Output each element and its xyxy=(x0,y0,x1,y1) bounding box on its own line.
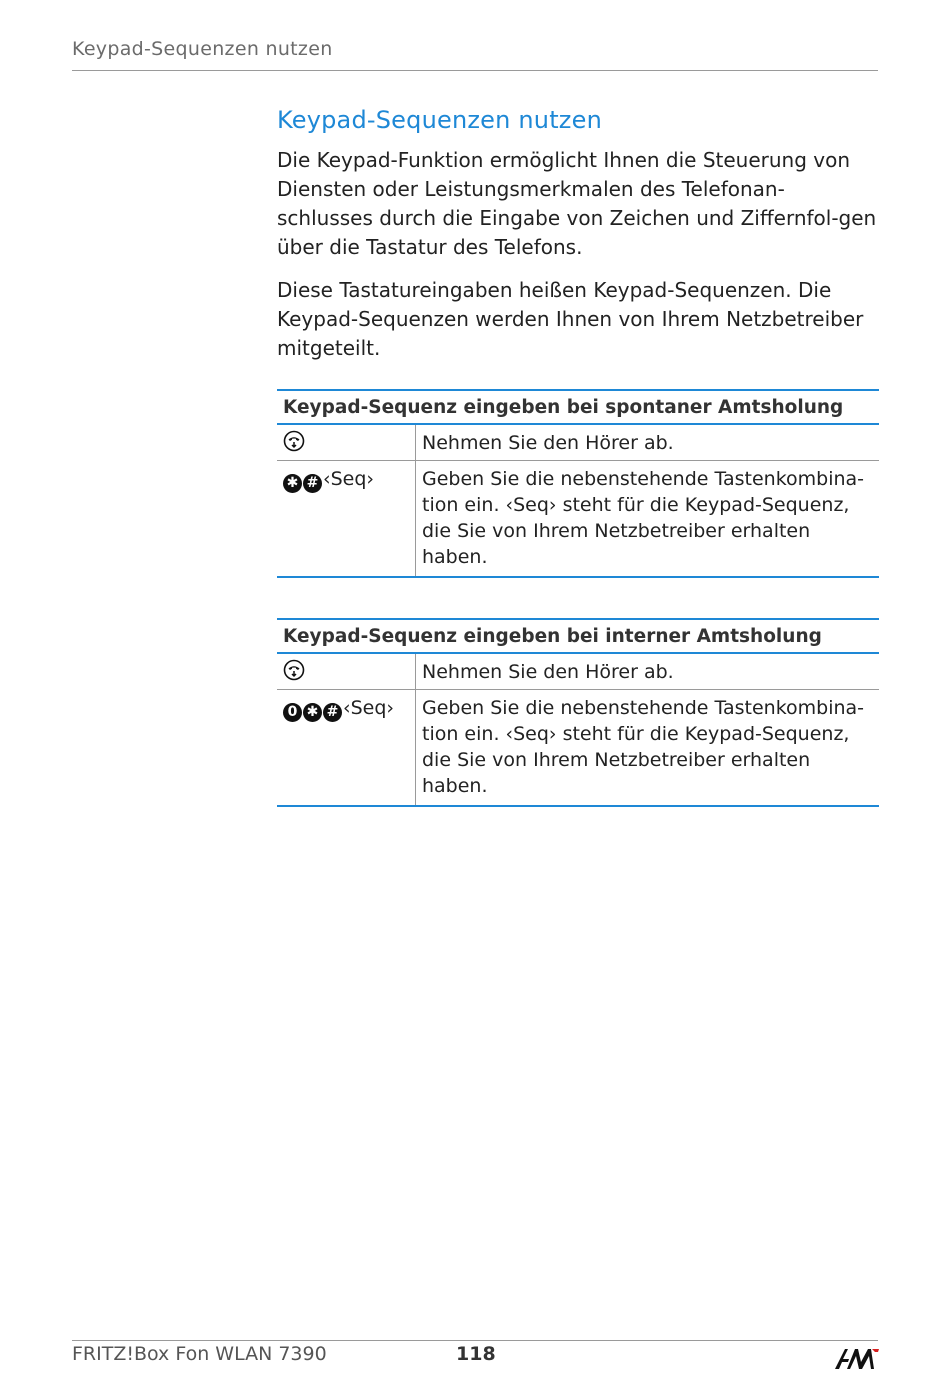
info-paragraph: Diese Tastatureingaben heißen Keypad-Sequenzen. Die Keypad-Sequenzen werden Ihnen von Ihrem Netzbetreiber mitgeteilt. xyxy=(277,278,864,360)
instruction-text: Geben Sie die nebenstehende Tastenkombina-tion ein. ‹Seq› steht für die Keypad-Sequenz, die Sie von Ihrem Netzbetreiber erhalten haben. xyxy=(416,461,880,578)
hash-key-icon: # xyxy=(303,474,322,493)
seq-placeholder: ‹Seq› xyxy=(343,697,395,719)
hash-key-icon: # xyxy=(323,703,342,722)
header-divider xyxy=(72,70,878,71)
table-spontaneous-line xyxy=(277,389,879,578)
table-heading: Keypad-Sequenz eingeben bei interner Amtsholung xyxy=(277,619,879,653)
section-title: Keypad-Sequenzen nutzen xyxy=(277,106,602,134)
instruction-text: Geben Sie die nebenstehende Tastenkombina-tion ein. ‹Seq› steht für die Keypad-Sequenz, die Sie von Ihrem Netzbetreiber erhalten haben. xyxy=(416,690,880,807)
table-heading: Keypad-Sequenz eingeben bei spontaner Amtsholung xyxy=(277,390,879,424)
star-key-icon: ✱ xyxy=(303,703,322,722)
handset-off-hook-icon xyxy=(283,659,305,681)
avm-logo xyxy=(834,1346,880,1370)
table-row xyxy=(277,690,879,807)
running-head-title: Keypad-Sequenzen nutzen xyxy=(72,38,333,60)
zero-key-icon: 0 xyxy=(283,703,302,722)
seq-placeholder: ‹Seq› xyxy=(323,468,375,490)
keys-cell xyxy=(277,461,416,578)
instruction-text: Nehmen Sie den Hörer ab. xyxy=(416,424,880,461)
keys-cell xyxy=(277,653,416,690)
table-row xyxy=(277,461,879,578)
table-row xyxy=(277,424,879,461)
table-internal-line xyxy=(277,618,879,807)
keys-cell xyxy=(277,424,416,461)
intro-paragraph: Die Keypad-Funktion ermöglicht Ihnen die Steuerung von Diensten oder Leistungsmerkmalen des Telefonan-schlusses durch die Eingabe von Zeichen und Ziffernfol-gen über die Tastatur des Telefons. xyxy=(277,148,877,259)
footer-divider xyxy=(72,1340,878,1341)
instruction-text: Nehmen Sie den Hörer ab. xyxy=(416,653,880,690)
page-number: 118 xyxy=(456,1343,496,1365)
product-name: FRITZ!Box Fon WLAN 7390 xyxy=(72,1343,327,1365)
table-row xyxy=(277,653,879,690)
keys-cell xyxy=(277,690,416,807)
handset-off-hook-icon xyxy=(283,430,305,452)
star-key-icon: ✱ xyxy=(283,474,302,493)
main-content xyxy=(277,106,879,807)
